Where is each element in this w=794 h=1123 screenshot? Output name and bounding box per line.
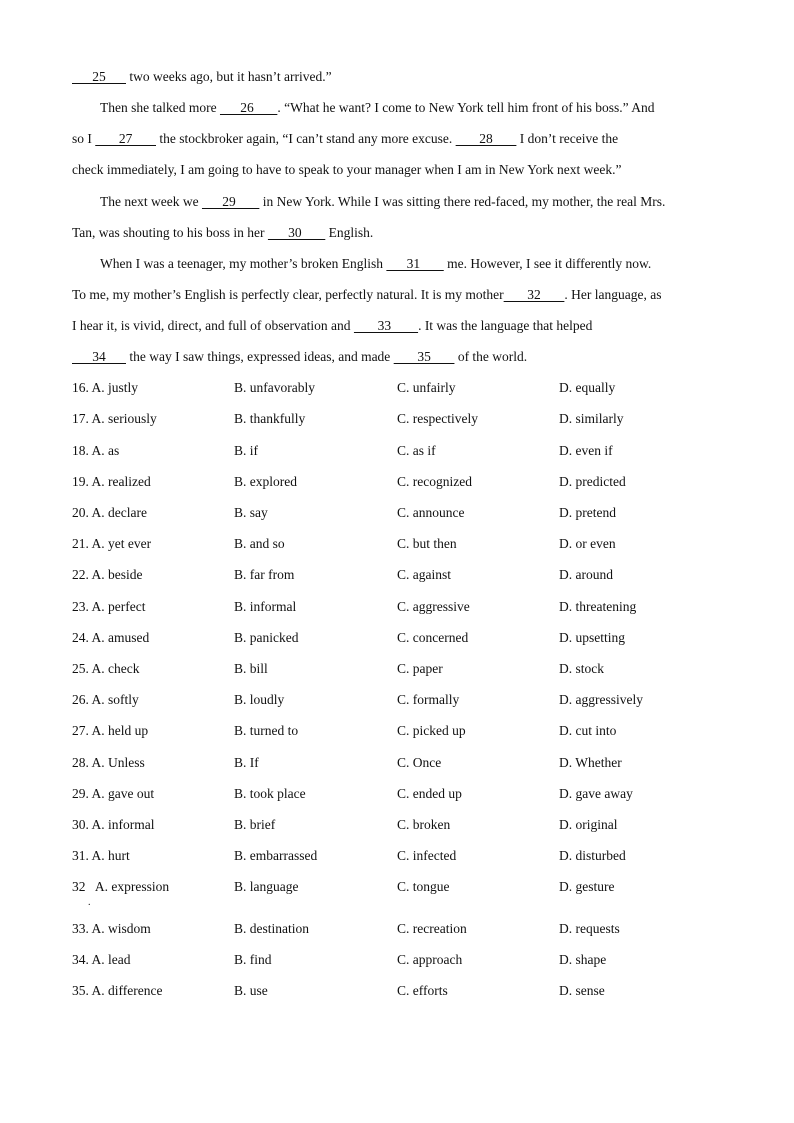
option-c: C. against (397, 567, 451, 582)
passage-text: Then she talked more (100, 100, 220, 115)
option-d: D. gave away (559, 786, 633, 801)
passage-text: I hear it, is vivid, direct, and full of observation and (72, 318, 354, 333)
passage-line-8 (72, 286, 732, 304)
option-a: 21. A. yet ever (72, 536, 152, 551)
option-c: C. efforts (397, 983, 448, 998)
passage-text: of the world. (454, 349, 528, 364)
blank-33: 33 (353, 318, 419, 333)
question-row-32 (72, 878, 732, 908)
option-d: D. similarly (559, 411, 624, 426)
passage-text: two weeks ago, but it hasn’t arrived.” (126, 69, 332, 84)
question-row-16 (72, 379, 732, 397)
option-d: D. or even (559, 536, 616, 551)
option-d: D. equally (559, 380, 616, 395)
passage-text: the way I saw things, expressed ideas, and made (126, 349, 394, 364)
option-a: 30. A. informal (72, 817, 155, 832)
blank-26: 26 (219, 100, 278, 115)
option-b: B. turned to (234, 723, 299, 738)
passage-text: check immediately, I am going to have to speak to your manager when I am in New York next week.” (72, 162, 622, 177)
option-d: D. upsetting (559, 630, 625, 645)
blank-30: 30 (267, 225, 326, 240)
option-a: 35. A. difference (72, 983, 163, 998)
passage-line-7 (100, 255, 760, 273)
option-d: D. Whether (559, 755, 622, 770)
option-a: 25. A. check (72, 661, 140, 676)
passage-line-9 (72, 317, 732, 335)
option-b: B. use (234, 983, 268, 998)
option-d: D. around (559, 567, 613, 582)
blank-25: 25 (72, 69, 126, 84)
option-a: 16. A. justly (72, 380, 139, 395)
passage-text: The next week we (100, 194, 202, 209)
blank-31: 31 (386, 256, 444, 271)
blank-32: 32 (503, 287, 565, 302)
question-row-35 (72, 982, 732, 1000)
passage-line-3 (72, 130, 732, 148)
option-c: C. aggressive (397, 599, 470, 614)
option-b: B. say (234, 505, 268, 520)
option-d: D. shape (559, 952, 607, 967)
option-a: 24. A. amused (72, 630, 150, 645)
option-b: B. brief (234, 817, 276, 832)
question-row-31 (72, 847, 732, 865)
option-b: B. if (234, 443, 259, 458)
option-b: B. language (234, 879, 299, 894)
question-row-34 (72, 951, 732, 969)
passage-text: . “What he want? I come to New York tell him front of his boss.” And (277, 100, 655, 115)
blank-34: 34 (72, 349, 126, 364)
question-row-29 (72, 785, 732, 803)
option-d: D. sense (559, 983, 605, 998)
passage-text: Tan, was shouting to his boss in her (72, 225, 268, 240)
option-a: 17. A. seriously (72, 411, 157, 426)
passage-text: I don’t receive the (516, 131, 619, 146)
option-d: D. aggressively (559, 692, 643, 707)
option-b: B. find (234, 952, 272, 967)
passage-line-6 (72, 224, 732, 242)
blank-27: 27 (95, 131, 156, 146)
option-a: 31. A. hurt (72, 848, 130, 863)
option-b: B. and so (234, 536, 285, 551)
option-b: B. thankfully (234, 411, 306, 426)
option-c: C. respectively (397, 411, 478, 426)
option-b: B. informal (234, 599, 297, 614)
stray-dot-mark: . (88, 897, 91, 908)
option-a: 20. A. declare (72, 505, 147, 520)
option-c: C. as if (397, 443, 436, 458)
option-c: C. Once (397, 755, 442, 770)
option-a: 18. A. as (72, 443, 120, 458)
passage-line-2 (100, 99, 760, 117)
option-b: B. unfavorably (234, 380, 315, 395)
option-c: C. recreation (397, 921, 467, 936)
option-b: B. far from (234, 567, 295, 582)
option-a: 29. A. gave out (72, 786, 155, 801)
option-c: C. infected (397, 848, 457, 863)
question-row-30 (72, 816, 732, 834)
option-a: 34. A. lead (72, 952, 131, 967)
passage-text: . It was the language that helped (418, 318, 593, 333)
option-b: B. loudly (234, 692, 285, 707)
option-d: D. original (559, 817, 618, 832)
passage-text: To me, my mother’s English is perfectly clear, perfectly natural. It is my mother (72, 287, 504, 302)
question-row-28 (72, 754, 732, 772)
passage-line-5 (100, 193, 760, 211)
option-c: C. broken (397, 817, 451, 832)
option-c: C. picked up (397, 723, 466, 738)
option-b: B. panicked (234, 630, 299, 645)
blank-28: 28 (455, 131, 517, 146)
option-b: B. destination (234, 921, 309, 936)
option-d: D. requests (559, 921, 620, 936)
question-row-25 (72, 660, 732, 678)
option-a: 22. A. beside (72, 567, 143, 582)
option-c: C. but then (397, 536, 457, 551)
passage-line-1 (72, 68, 732, 86)
option-d: D. disturbed (559, 848, 626, 863)
question-row-22 (72, 566, 732, 584)
option-d: D. cut into (559, 723, 617, 738)
option-c: C. approach (397, 952, 463, 967)
option-d: D. stock (559, 661, 604, 676)
question-row-20 (72, 504, 732, 522)
option-d: D. even if (559, 443, 613, 458)
option-b: B. took place (234, 786, 306, 801)
passage-text: . Her language, as (564, 287, 662, 302)
option-d: D. predicted (559, 474, 626, 489)
option-c: C. tongue (397, 879, 450, 894)
question-row-17 (72, 410, 732, 428)
option-c: C. concerned (397, 630, 469, 645)
question-row-27 (72, 722, 732, 740)
option-a: 26. A. softly (72, 692, 139, 707)
option-d: D. threatening (559, 599, 637, 614)
question-row-23 (72, 598, 732, 616)
passage-text: When I was a teenager, my mother’s broken English (100, 256, 387, 271)
option-b: B. bill (234, 661, 268, 676)
question-row-26 (72, 691, 732, 709)
question-row-33 (72, 920, 732, 938)
question-row-21 (72, 535, 732, 553)
question-row-18 (72, 442, 732, 460)
passage-text: so I (72, 131, 96, 146)
option-c: C. ended up (397, 786, 462, 801)
passage-text: in New York. While I was sitting there red-faced, my mother, the real Mrs. (259, 194, 666, 209)
passage-text: me. However, I see it differently now. (443, 256, 652, 271)
option-b: B. embarrassed (234, 848, 318, 863)
question-row-19 (72, 473, 732, 491)
blank-35: 35 (393, 349, 455, 364)
passage-line-4 (72, 161, 732, 179)
option-c: C. paper (397, 661, 443, 676)
question-row-24 (72, 629, 732, 647)
option-c: C. formally (397, 692, 460, 707)
option-b: B. If (234, 755, 259, 770)
option-c: C. announce (397, 505, 465, 520)
option-a: 33. A. wisdom (72, 921, 151, 936)
option-c: C. unfairly (397, 380, 456, 395)
option-a: 32 A. expression (72, 879, 170, 894)
option-a: 23. A. perfect (72, 599, 146, 614)
passage-text: English. (325, 225, 374, 240)
option-d: D. pretend (559, 505, 616, 520)
option-a: 27. A. held up (72, 723, 149, 738)
option-a: 19. A. realized (72, 474, 151, 489)
passage-text: the stockbroker again, “I can’t stand any more excuse. (156, 131, 456, 146)
blank-29: 29 (201, 194, 260, 209)
option-a: 28. A. Unless (72, 755, 145, 770)
option-d: D. gesture (559, 879, 615, 894)
option-c: C. recognized (397, 474, 472, 489)
passage-line-10 (72, 348, 732, 366)
option-b: B. explored (234, 474, 297, 489)
